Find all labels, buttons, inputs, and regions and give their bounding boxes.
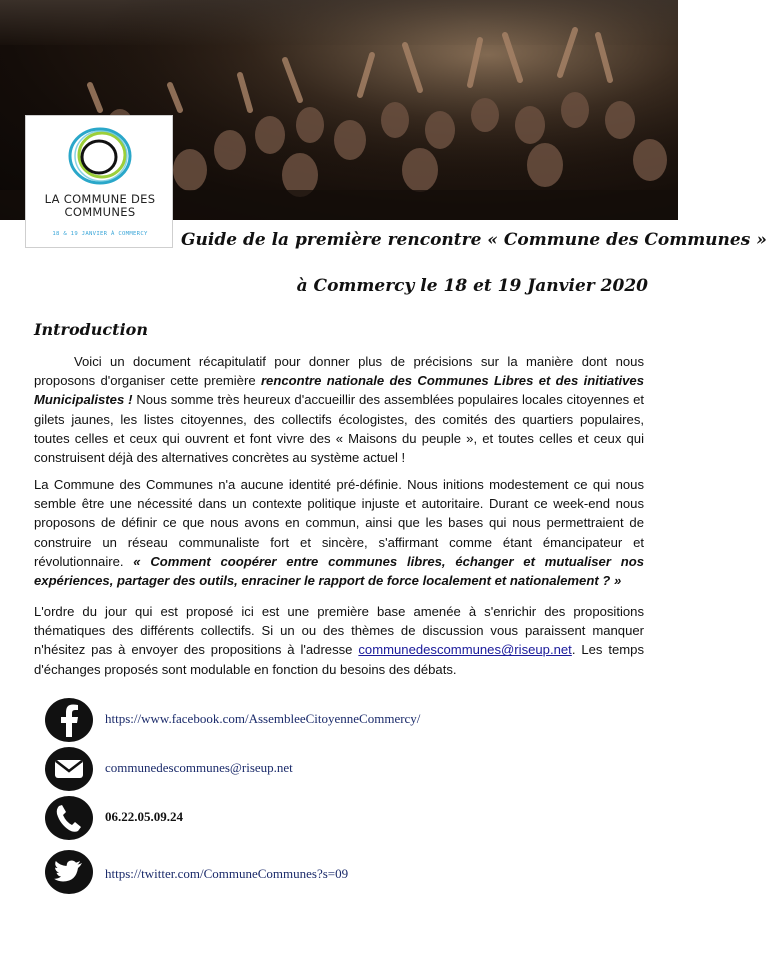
phone-number[interactable]: 06.22.05.09.24 (105, 809, 183, 824)
event-logo (25, 115, 173, 248)
paragraph-2-text: La Commune des Communes n'a aucune identité pré-définie. Nous initions modestement ce qui nous semble être une nécessité dans un contexte politique injuste et autoritaire. Durant ce week-end nous proposons de définir ce que nous avons en commun, ainsi que les bases qui nous permettraient de construire un réseau communaliste fort et sincère, s'affirmant comme étant émancipateur et révolutionnaire. (34, 477, 644, 569)
contact-facebook[interactable] (44, 697, 644, 743)
email-link[interactable]: communedescommunes@riseup.net (358, 642, 572, 658)
facebook-link[interactable]: https://www.facebook.com/AssembleeCitoyenneCommercy/ (105, 711, 421, 726)
contact-phone[interactable] (44, 795, 644, 841)
paragraph-1-text-start: Voici un document récapitulatif pour donner plus de précisions sur la manière dont nous proposons d'organiser cette première (34, 354, 644, 389)
facebook-icon (44, 697, 94, 743)
section-heading-introduction: Introduction (34, 320, 148, 339)
document-title: Guide de la première rencontre « Commune des Communes » (181, 230, 767, 250)
paragraph-2-emphasis: « Comment coopérer entre communes libres, échanger et mutualiser nos expériences, partager des outils, enraciner le rapport de force localement et nationalement ? » (34, 553, 644, 589)
email-address[interactable]: communedescommunes@riseup.net (105, 760, 293, 775)
logo-title (26, 193, 174, 219)
twitter-link[interactable]: https://twitter.com/CommuneCommunes?s=09 (105, 866, 349, 881)
document-subtitle: à Commercy le 18 et 19 Janvier 2020 (296, 276, 648, 296)
twitter-icon (44, 849, 94, 895)
paragraph-1-emphasis: rencontre nationale des Communes Libres et des initiatives Municipalistes ! (34, 373, 644, 408)
contact-twitter[interactable] (44, 849, 644, 895)
contact-email[interactable] (44, 746, 644, 792)
paragraph-1-text-end: Nous somme très heureux d'accueillir des assemblées populaires locales citoyennes et gilets jaunes, les listes citoyennes, des collectifs écologistes, des comités des quartiers populaires, toutes celles et ceux qui ouvrent et font vivre des « Maisons du peuple », et toutes celles et ceux qui construisent déjà des alternatives concrètes au système actuel ! (34, 392, 644, 466)
phone-icon (44, 795, 94, 841)
logo-title-line-1: LA COMMUNE DES (44, 192, 156, 206)
paragraph-1 (34, 352, 644, 467)
paragraph-3 (34, 602, 644, 679)
logo-title-line-2: COMMUNES (64, 205, 136, 219)
paragraph-3-text-end: . Les temps d'échanges proposés sont modulable en fonction du besoins des débats. (34, 642, 644, 677)
paragraph-2 (34, 475, 644, 590)
paragraph-3-text-start: L'ordre du jour qui est proposé ici est une première base amenée à s'enrichir des propositions thématiques des différents collectifs. Si un ou des thèmes de discussion vous paraissent manquer n'hésitez pas à envoyer des propositions à l'adresse (34, 604, 644, 658)
envelope-icon (44, 746, 94, 792)
logo-circles-icon (64, 122, 136, 190)
logo-subtitle: 18 & 19 JANVIER À COMMERCY (52, 231, 148, 237)
